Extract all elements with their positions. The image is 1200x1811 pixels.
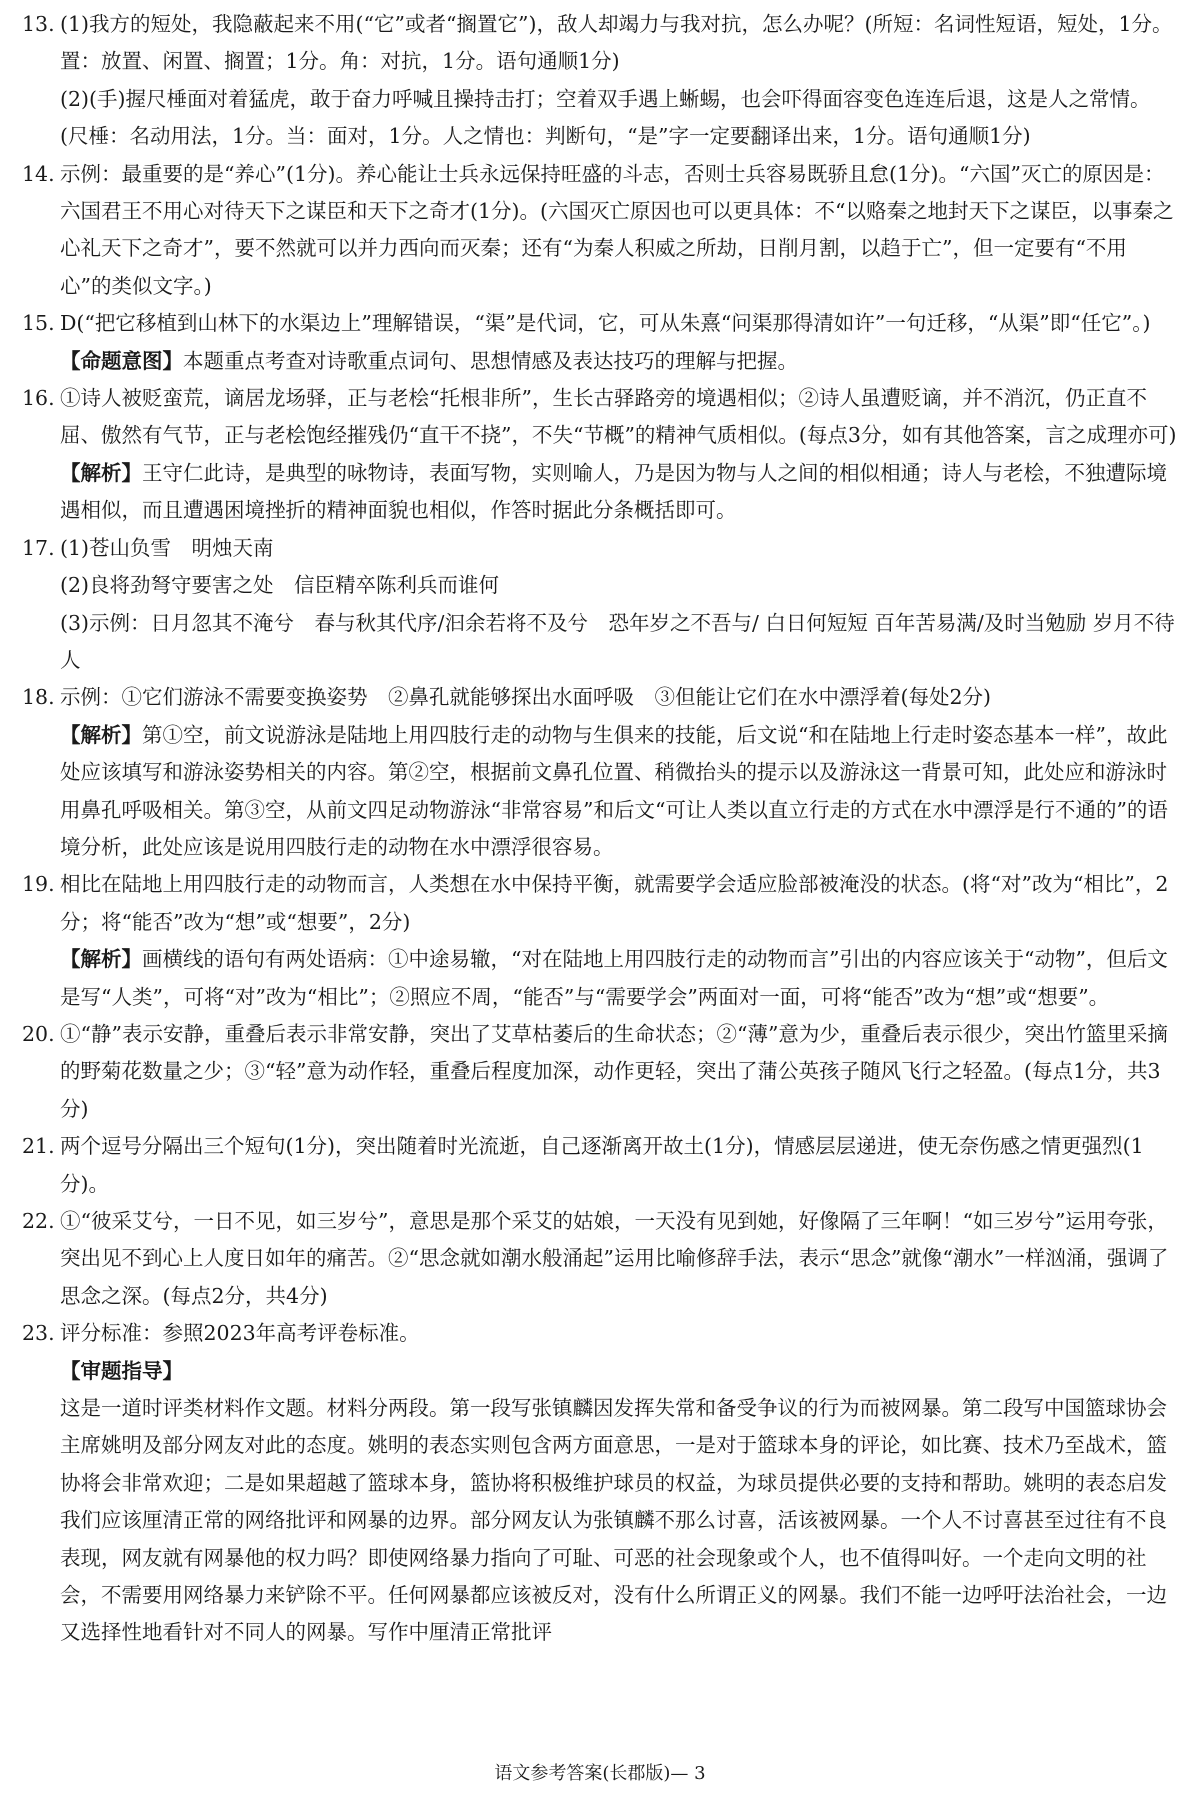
answer-18	[22, 679, 1178, 716]
answer-text: 示例：最重要的是“养心”(1分)。养心能让士兵永远保持旺盛的斗志，否则士兵容易既骄且怠(1分)。“六国”灭亡的原因是：六国君王不用心对待天下之谋臣和天下之奇才(1分)。(六国灭亡原因也可以更具体：不“以赂秦之地封天下之谋臣，以事秦之心礼天下之奇才”，要不然就可以并力西向而灭秦；还有“为秦人积威之所劫，日削月割，以趋于亡”，但一定要有“不用心”的类似文字。)	[60, 161, 1174, 298]
analysis-text: 王守仁此诗，是典型的咏物诗，表面写物，实则喻人，乃是因为物与人之间的相似相通；诗人与老桧，不独遭际境遇相似，而且遭遇困境挫折的精神面貌也相似，作答时据此分条概括即可。	[60, 460, 1167, 523]
section-tag: 【解析】	[60, 460, 142, 485]
answer-page	[22, 6, 1178, 1652]
analysis-19	[22, 941, 1178, 1016]
answer-text: 相比在陆地上用四肢行走的动物而言，人类想在水中保持平衡，就需要学会适应脸部被淹没的状态。(将“对”改为“相比”，2分；将“能否”改为“想”或“想要”，2分)	[60, 872, 1169, 934]
answer-13	[22, 6, 1178, 156]
item-number: 23.	[22, 1321, 55, 1346]
analysis-18	[22, 717, 1178, 867]
answer-23	[22, 1315, 1178, 1352]
answer-text: 评分标准：参照2023年高考评卷标准。	[60, 1321, 420, 1346]
item-number: 20.	[22, 1021, 55, 1046]
answer-text: D(“把它移植到山林下的水渠边上”理解错误，“渠”是代词，它，可从朱熹“问渠那得清如许”一句迁移，“从渠”即“任它”。)	[60, 311, 1151, 336]
answer-text: 示例：①它们游泳不需要变换姿势 ②鼻孔就能够探出水面呼吸 ③但能让它们在水中漂浮着(每处2分)	[60, 685, 992, 710]
answer-text: ①“彼采艾兮，一日不见，如三岁兮”，意思是那个采艾的姑娘，一天没有见到她，好像隔了三年啊！“如三岁兮”运用夸张，突出见不到心上人度日如年的痛苦。②“思念就如潮水般涌起”运用比喻修辞手法，表示“思念”就像“潮水”一样汹涌，强调了思念之深。(每点2分，共4分)	[60, 1209, 1169, 1308]
item-number: 21.	[22, 1134, 55, 1159]
page-footer: 语文参考答案(长郡版)— 3	[494, 1763, 706, 1784]
guide-text: 这是一道时评类材料作文题。材料分两段。第一段写张镇麟因发挥失常和备受争议的行为而被网暴。第二段写中国篮球协会主席姚明及部分网友对此的态度。姚明的表态实则包含两方面意思，一是对于篮球本身的评论，如比赛、技术乃至战术，篮协将会非常欢迎；二是如果超越了篮球本身，篮协将积极维护球员的权益，为球员提供必要的支持和帮助。姚明的表态启发我们应该厘清正常的网络批评和网暴的边界。部分网友认为张镇麟不那么讨喜，活该被网暴。一个人不讨喜甚至过往有不良表现，网友就有网暴他的权力吗？即使网络暴力指向了可耻、可恶的社会现象或个人，也不值得叫好。一个走向文明的社会，不需要用网络暴力来铲除不平。任何网暴都应该被反对，没有什么所谓正义的网暴。我们不能一边呼吁法治社会，一边又选择性地看针对不同人的网暴。写作中厘清正常批评	[60, 1396, 1167, 1645]
answer-text: (1)我方的短处，我隐蔽起来不用(“它”或者“搁置它”)，敌人却竭力与我对抗，怎么办呢？(所短：名词性短语，短处，1分。置：放置、闲置、搁置；1分。角：对抗，1分。语句通顺1分)	[60, 12, 1173, 74]
essay-guide	[22, 1353, 1178, 1652]
item-number: 15.	[22, 311, 55, 336]
answer-text: (2)(手)握尺棰面对着猛虎，敢于奋力呼喊且操持击打；空着双手遇上蜥蜴，也会吓得面容变色连连后退，这是人之常情。(尺棰：名动用法，1分。当：面对，1分。人之情也：判断句，“是”字一定要翻译出来，1分。语句通顺1分)	[60, 86, 1151, 149]
answer-17	[22, 530, 1178, 680]
answer-text: (3)示例：日月忽其不淹兮 春与秋其代序/汩余若将不及兮 恐年岁之不吾与/ 白日何短短 百年苦易满/及时当勉励 岁月不待人	[60, 610, 1175, 672]
item-number: 17.	[22, 535, 55, 560]
section-tag: 【解析】	[60, 947, 142, 972]
answer-15	[22, 305, 1178, 342]
answer-16	[22, 380, 1178, 455]
answer-20	[22, 1016, 1178, 1128]
note-text: 本题重点考查对诗歌重点词句、思想情感及表达技巧的理解与把握。	[183, 348, 798, 373]
answer-text: 两个逗号分隔出三个短句(1分)，突出随着时光流逝，自己逐渐离开故土(1分)，情感层层递进，使无奈伤感之情更强烈(1分)。	[60, 1134, 1144, 1196]
item-number: 19.	[22, 872, 55, 897]
analysis-text: 第①空，前文说游泳是陆地上用四肢行走的动物与生俱来的技能，后文说“和在陆地上行走时姿态基本一样”，故此处应该填写和游泳姿势相关的内容。第②空，根据前文鼻孔位置、稍微抬头的提示以及游泳这一背景可知，此处应和游泳时用鼻孔呼吸相关。第③空，从前文四足动物游泳“非常容易”和后文“可让人类以直立行走的方式在水中漂浮是行不通的”的语境分析，此处应该是说用四肢行走的动物在水中漂浮很容易。	[60, 722, 1168, 859]
answer-text: (1)苍山负雪 明烛天南	[60, 535, 274, 560]
item-number: 13.	[22, 12, 55, 36]
section-tag: 【解析】	[60, 722, 142, 747]
answer-14	[22, 156, 1178, 306]
answer-text: ①诗人被贬蛮荒，谪居龙场驿，正与老桧“托根非所”，生长古驿路旁的境遇相似；②诗人虽遭贬谪，并不消沉，仍正直不屈、傲然有气节，正与老桧饱经摧残仍“直干不挠”，不失“节概”的精神气质相似。(每点3分，如有其他答案，言之成理亦可)	[60, 386, 1177, 448]
answer-text: ①“静”表示安静，重叠后表示非常安静，突出了艾草枯萎后的生命状态；②“薄”意为少，重叠后表示很少，突出竹篮里采摘的野菊花数量之少；③“轻”意为动作轻，重叠后程度加深，动作更轻，突出了蒲公英孩子随风飞行之轻盈。(每点1分，共3分)	[60, 1021, 1168, 1121]
analysis-text: 画横线的语句有两处语病：①中途易辙，“对在陆地上用四肢行走的动物而言”引出的内容应该关于“动物”，但后文是写“人类”，可将“对”改为“相比”；②照应不周，“能否”与“需要学会”两面对一面，可将“能否”改为“想”或“想要”。	[60, 947, 1168, 1009]
answer-19	[22, 866, 1178, 941]
section-tag: 【审题指导】	[60, 1358, 183, 1383]
intent-note	[22, 343, 1178, 380]
item-number: 22.	[22, 1209, 55, 1233]
answer-22	[22, 1203, 1178, 1315]
analysis-16	[22, 455, 1178, 530]
answer-text: (2)良将劲弩守要害之处 信臣精卒陈利兵而谁何	[60, 573, 500, 598]
item-number: 14.	[22, 161, 55, 186]
item-number: 16.	[22, 386, 55, 411]
item-number: 18.	[22, 685, 55, 710]
answer-21	[22, 1128, 1178, 1203]
section-tag: 【命题意图】	[60, 348, 183, 373]
